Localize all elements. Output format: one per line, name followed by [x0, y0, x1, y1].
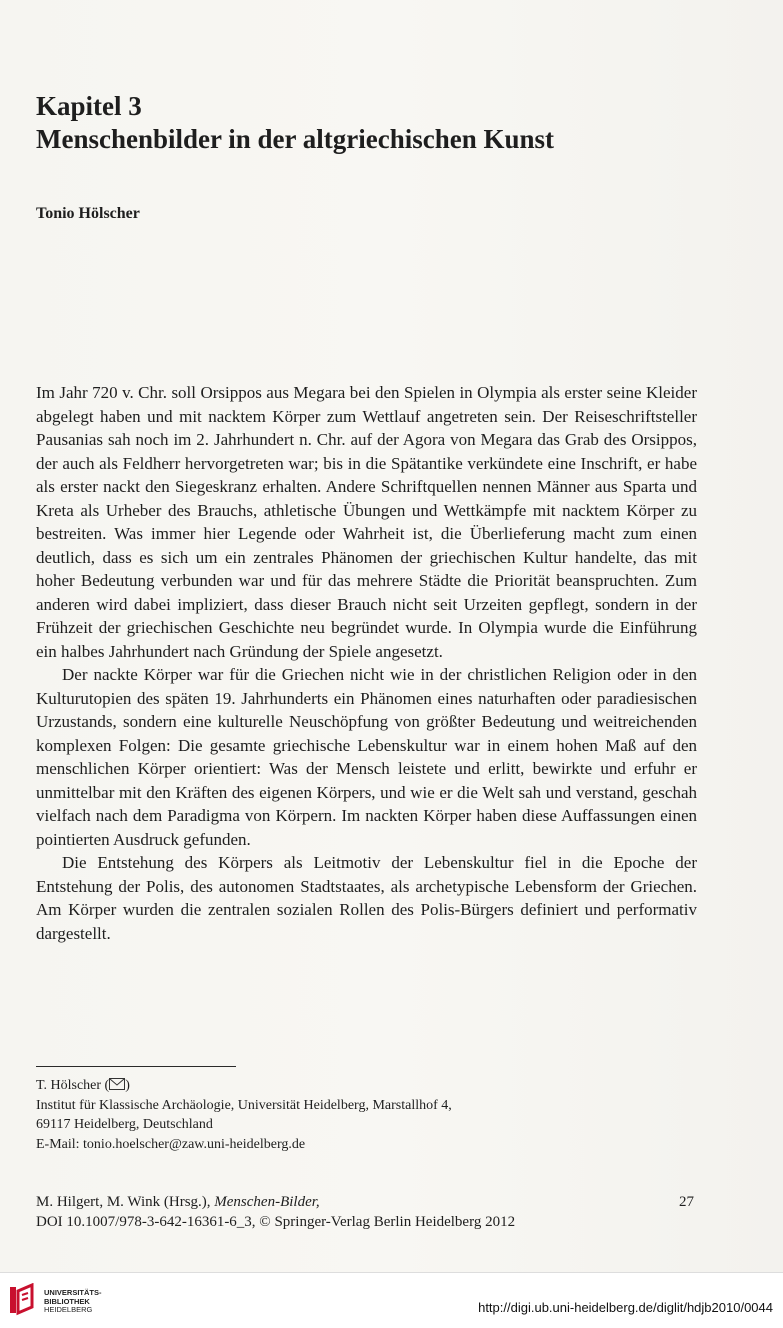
library-name-line: UNIVERSITÄTS- — [44, 1288, 102, 1297]
affiliation-name-close: ) — [125, 1078, 130, 1093]
envelope-icon — [109, 1078, 125, 1090]
body-text — [36, 381, 697, 945]
library-name-line: BIBLIOTHEK — [44, 1296, 90, 1306]
footnote-rule — [36, 1066, 236, 1067]
library-name-line: HEIDELBERG — [44, 1305, 93, 1314]
page-footer — [36, 1192, 694, 1232]
paragraph: Im Jahr 720 v. Chr. soll Orsippos aus Megara bei den Spielen in Olympia als erster seine Kleider abgelegt haben und mit nacktem Körper zum Wettlauf angetreten sein. Der Reiseschriftsteller Pausanias sah noch im 2. Jahrhundert n. Chr. auf der Agora von Megara das Grab des Orsippos, der auch als Feldherr hervorgetreten war; bis in die Spätantike verkündete eine Inschrift, er habe als erster nackt den Siegeskranz erhalten. Andere Schriftquellen nennen Männer aus Sparta und Kreta als Urheber des Brauchs, athletische Übungen und Wettkämpfe mit nacktem Körper zu bestreiten. Was immer hier Legende oder Wahrheit ist, die Überlieferung macht zum einen deutlich, dass es sich um ein zentrales Phänomen der griechischen Kultur handelte, das mit hoher Bedeutung verbunden war und für das mehrere Städte die Priorität beanspruchten. Zum anderen wird dabei impliziert, dass dieser Brauch nicht seit Urzeiten gepflegt, sondern in der Frühzeit der griechischen Geschichte neu begründet wurde. In Olympia wurde die Einführung ein halbes Jahrhundert nach Gründung der Spiele angesetzt. — [36, 383, 697, 661]
paragraph: Der nackte Körper war für die Griechen nicht wie in der christlichen Religion oder in den Kulturutopien des späten 19. Jahrhunderts ein Phänomen eines naturhaften oder paradiesischen Urzustands, sondern eine kulturelle Neuschöpfung von größter Bedeutung und weitreichenden komplexen Folgen: Die gesamte griechische Lebenskultur war in einem hohen Maß auf den menschlichen Körper orientiert: Was der Mensch leistete und erlitt, bewirkte und erfuhr er unmittelbar mit den Kräften des eigenen Körpers, und wie er die Welt sah und verstand, geschah vielfach nach dem Paradigma von Körpern. Im nackten Körper haben diese Auffassungen einen pointierten Ausdruck gefunden. — [36, 665, 697, 849]
chapter-title: Menschenbilder in der altgriechischen Kunst — [36, 124, 555, 154]
affiliation-name-line — [36, 1076, 636, 1096]
library-name — [44, 1289, 102, 1315]
affiliation-email: E-Mail: tonio.hoelscher@zaw.uni-heidelberg.de — [36, 1136, 306, 1152]
paragraph: Die Entstehung des Körpers als Leitmotiv der Lebenskultur fiel in die Epoche der Entstehung der Polis, des autonomen Stadtstaates, als archetypische Lebensform der Griechen. Am Körper wurden die zentralen sozialen Rollen des Polis-Bürgers definiert und performativ dargestellt. — [36, 853, 697, 943]
affiliation-city: 69117 Heidelberg, Deutschland — [36, 1117, 213, 1132]
page-number: 27 — [679, 1194, 694, 1210]
citation-book-title: Menschen-Bilder, — [214, 1194, 320, 1210]
author-name: Tonio Hölscher — [36, 205, 140, 222]
permalink-url[interactable]: http://digi.ub.uni-heidelberg.de/diglit/hdjb2010/0044 — [478, 1300, 773, 1315]
citation-editors: M. Hilgert, M. Wink (Hrsg.), — [36, 1194, 215, 1210]
affiliation-name: T. Hölscher ( — [36, 1078, 110, 1093]
library-logo-icon — [8, 1283, 40, 1317]
citation — [36, 1192, 320, 1212]
chapter-label: Kapitel 3 — [36, 91, 142, 121]
author-affiliation — [36, 1076, 636, 1154]
doi-line: DOI 10.1007/978-3-642-16361-6_3, © Springer-Verlag Berlin Heidelberg 2012 — [36, 1214, 516, 1230]
affiliation-institute: Institut für Klassische Archäologie, Universität Heidelberg, Marstallhof 4, — [36, 1097, 452, 1113]
